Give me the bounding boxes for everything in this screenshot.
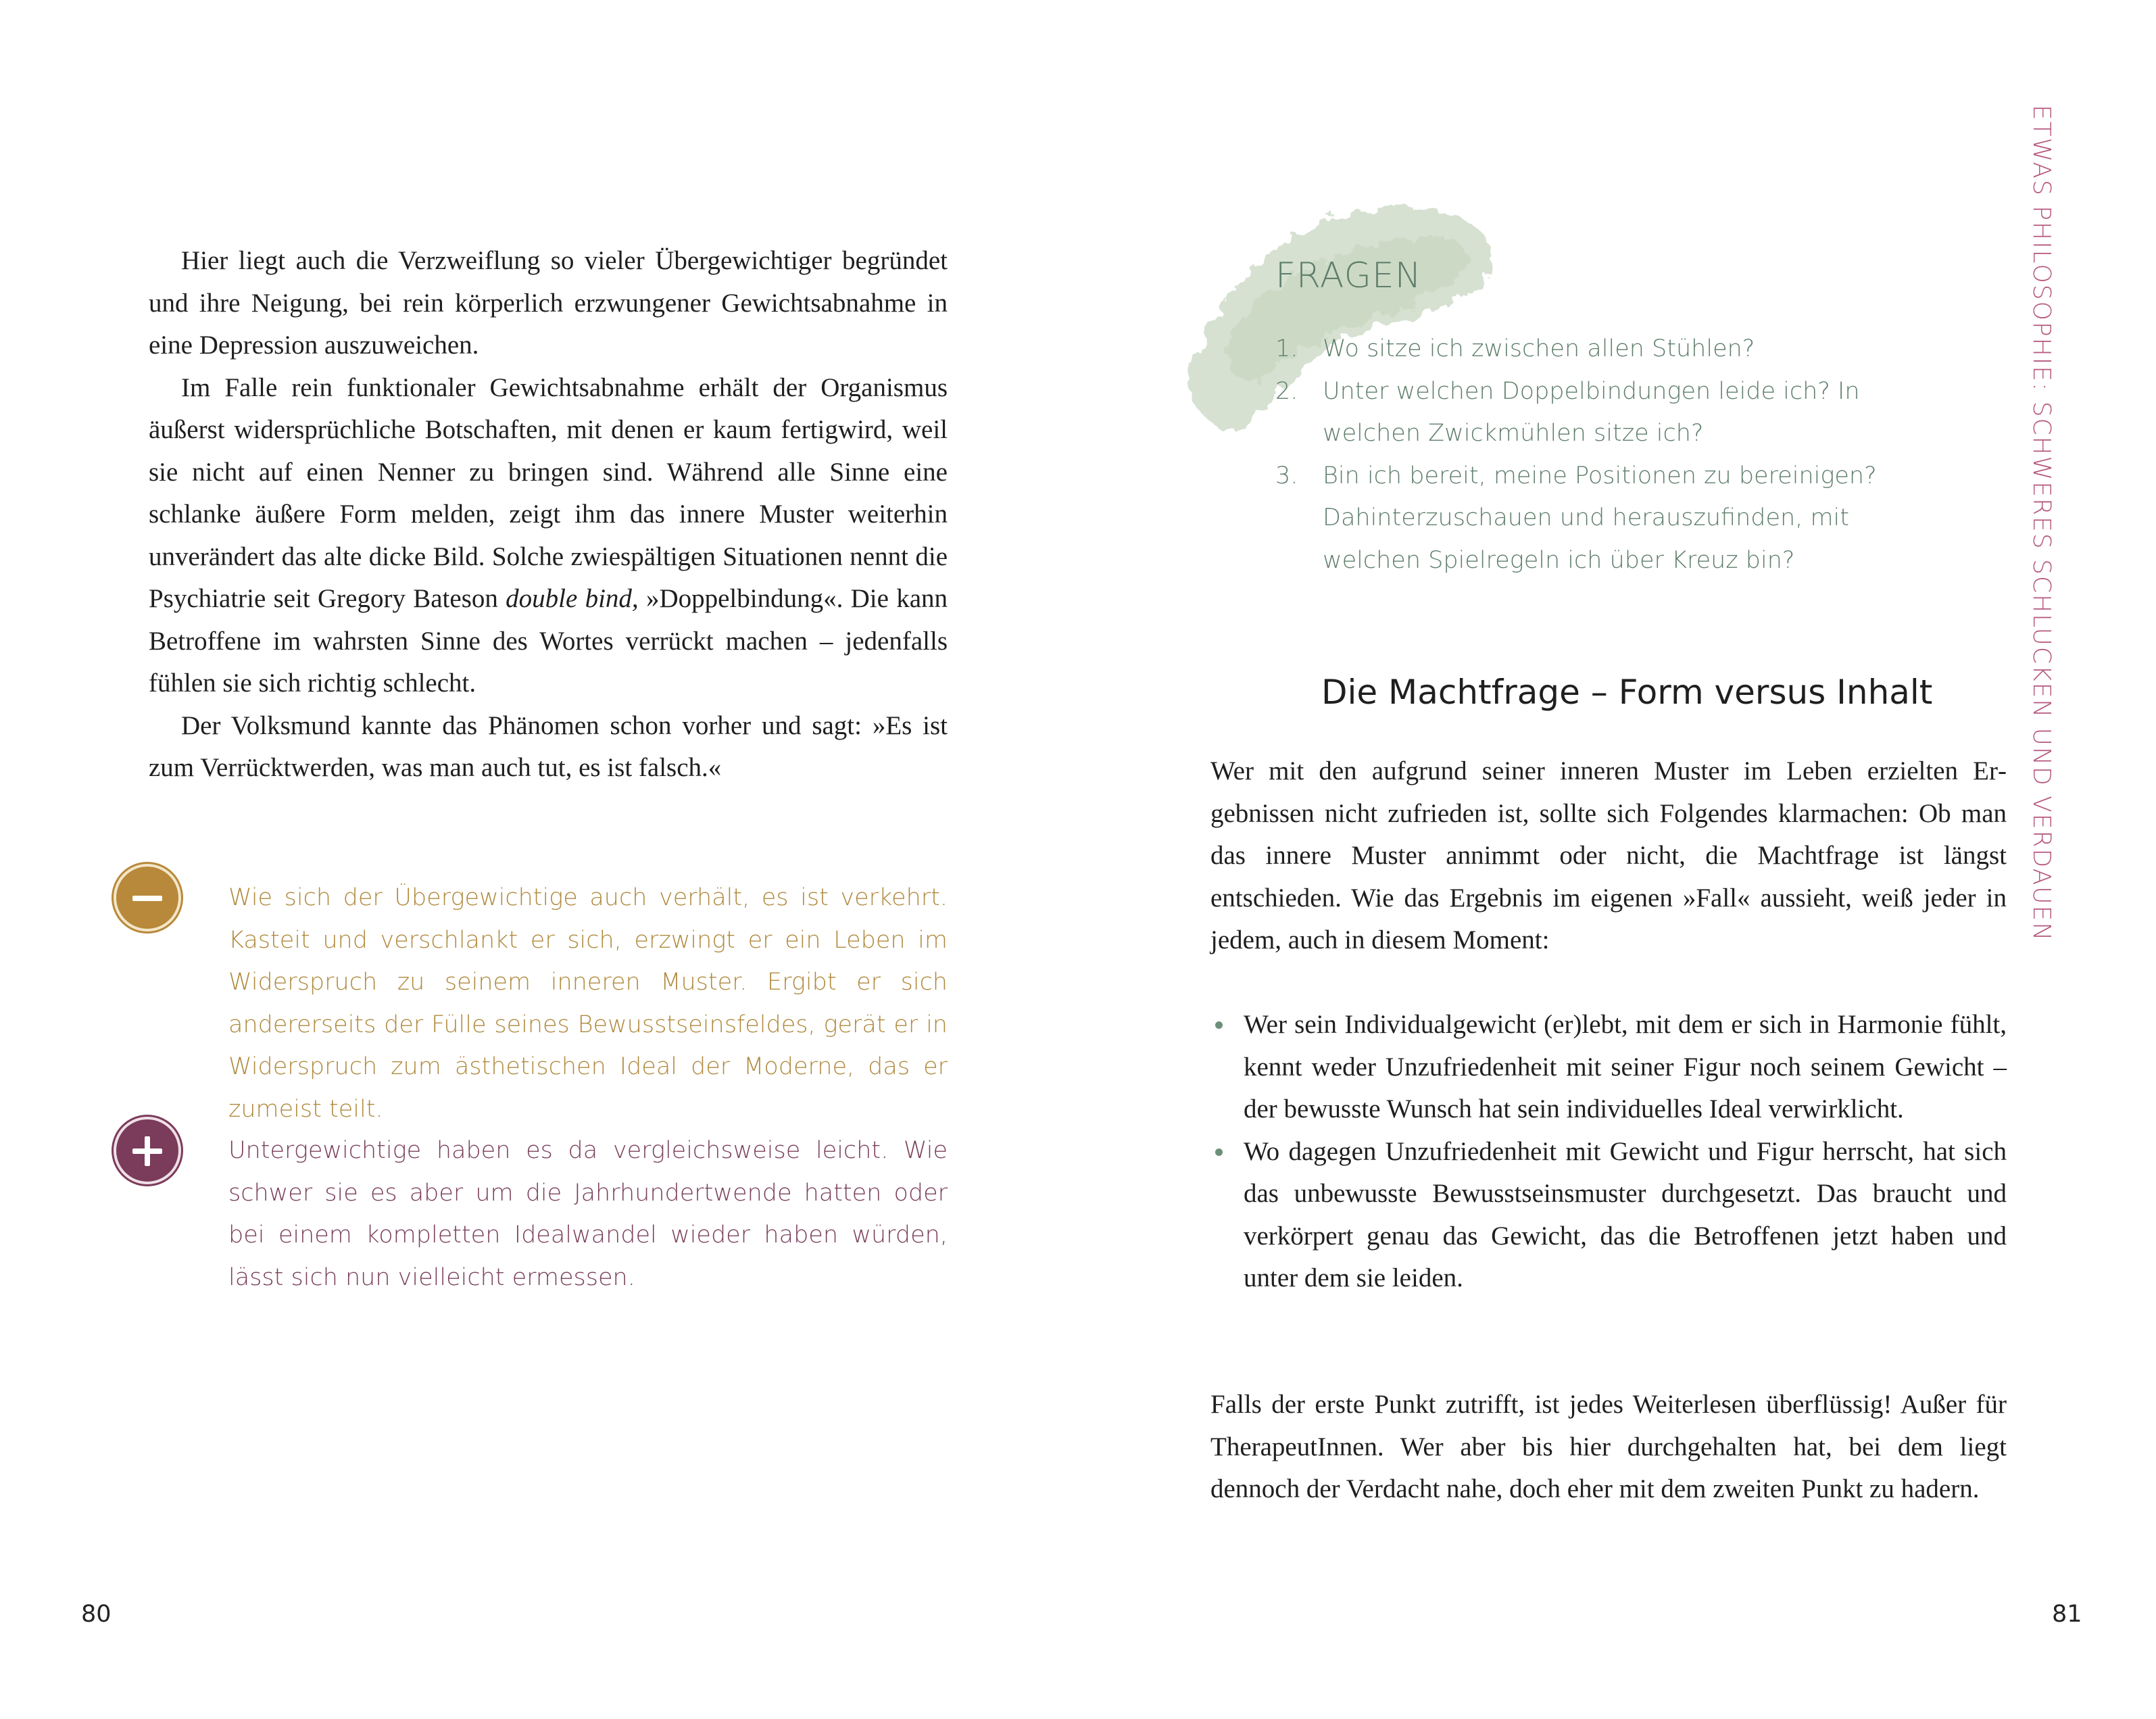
paragraph-2-start: Im Falle rein funktionaler Gewichtsabnahme erhält der Organismus äußerst widersprüchliche Botschaften, mit denen er kaum fertigwird, weil sie nicht auf einen Nenner zu bringen sind. Während alle Sinne eine schlanke äußere Form melden, zeigt ihm das innere Muster weiterhin unverändert das alte dicke Bild. Solche zwiespältigen Situationen nennt die Psychiatrie seit Gregory Bateson — [149, 372, 948, 613]
bullet-dot-icon — [1215, 1148, 1223, 1156]
page-number-left: 80 — [81, 1601, 112, 1628]
fragen-item-text: Bin ich bereit, meine Positionen zu bereinigen? Dahinterzuschauen und herauszufinden, mit welchen Spielregeln ich über Kreuz bin? — [1323, 462, 1877, 574]
italic-term: double bind, — [506, 584, 639, 613]
paragraph-2-tail: »Doppelbindung«. Die kann Betroffene im wahrsten Sinne des Wortes verrückt machen – jedenfalls fühlen sie sich richtig schlecht. — [149, 584, 948, 698]
bullet-text: Wo dagegen Unzufriedenheit mit Gewicht und Figur herrscht, hat sich das unbewusste Bewusstseinsmuster durchgesetzt. Das braucht und verkörpert genau das Gewicht, das die Betroffenen jetzt haben und unter dem sie leiden. — [1244, 1136, 2007, 1292]
fragen-item-number: 2. — [1275, 377, 1298, 405]
plus-icon — [114, 1117, 181, 1184]
paragraph-3: Der Volksmund kannte das Phänomen schon vorher und sagt: »Es ist zum Verrücktwerden, was man auch tut, es ist falsch.« — [149, 710, 948, 782]
final-paragraph — [1210, 1384, 2007, 1511]
left-body-text — [149, 240, 948, 790]
plus-note — [228, 1130, 948, 1299]
intro-paragraph — [1210, 750, 2007, 962]
fragen-item — [1275, 370, 1951, 455]
fragen-item-text: Unter welchen Doppelbindungen leide ich? In welchen Zwickmühlen sitze ich? — [1323, 377, 1860, 447]
bullet-dot-icon — [1215, 1021, 1223, 1029]
fragen-item — [1275, 455, 1951, 582]
page-number-right: 81 — [2052, 1601, 2082, 1628]
bullet-list — [1244, 1004, 2007, 1300]
right-page — [1078, 0, 2156, 1719]
bullet-text: Wer sein Individualgewicht (er)lebt, mit dem er sich in Harmonie fühlt, kennt weder Unzufriedenheit mit seiner Figur noch seinem Gewicht – der bewusste Wunsch hat sein individuelles Ideal verwirklicht. — [1244, 1010, 2007, 1123]
intro-text: Wer mit den aufgrund seiner inneren Muster im Leben erzielten Ergebnissen nicht zufrieden ist, sollte sich Folgendes klarmachen: Ob man das innere Muster annimmt oder nicht, die Machtfrage ist längst entschieden. Wie das Ergebnis im eigenen »Fall« aussieht, weiß jeder in jedem, auch in diesem Moment: — [1210, 756, 2007, 954]
fragen-item-number: 3. — [1275, 462, 1298, 489]
fragen-item — [1275, 328, 1951, 370]
paragraph-1: Hier liegt auch die Verzweiflung so vieler Übergewichtiger begründet und ihre Neigung, bei rein körperlich erzwungener Gewichtsabnahme in eine Depression auszuweichen. — [149, 246, 948, 360]
list-item — [1244, 1004, 2007, 1131]
running-head: ETWAS PHILOSOPHIE: SCHWERES SCHLUCKEN UND VERDAUEN — [2028, 105, 2055, 942]
plus-note-text: Untergewichtige haben es da vergleichsweise leicht. Wie schwer sie es aber um die Jahrhundertwende hatten oder bei einem kompletten Idealwandel wieder haben würden, lässt sich nun vielleicht ermessen. — [228, 1137, 948, 1291]
paragraph-2 — [149, 367, 948, 705]
final-text: Falls der erste Punkt zutrifft, ist jedes Weiterlesen überflüssig! Außer für TherapeutInnen. Wer aber bis hier durchgehalten hat, bei dem liegt dennoch der Verdacht nahe, doch eher mit dem zweiten Punkt zu hadern. — [1210, 1390, 2007, 1503]
fragen-list — [1275, 328, 1951, 581]
fragen-item-text: Wo sitze ich zwischen allen Stühlen? — [1323, 335, 1755, 362]
fragen-title: FRAGEN — [1275, 256, 1422, 296]
minus-icon — [114, 864, 181, 931]
fragen-item-number: 1. — [1275, 335, 1298, 362]
minus-note — [228, 877, 948, 1130]
section-title: Die Machtfrage – Form versus Inhalt — [1321, 673, 1933, 712]
minus-note-text: Wie sich der Übergewichtige auch verhält, es ist verkehrt. Kasteit und verschlankt er sich, erzwingt er ein Leben im Widerspruch zu seinem inneren Muster. Ergibt er sich andererseits der Fülle seines Bewusstseinsfeldes, gerät er in Widerspruch zum ästhetischen Ideal der Moderne, das er zumeist teilt. — [228, 884, 948, 1123]
list-item — [1244, 1131, 2007, 1300]
